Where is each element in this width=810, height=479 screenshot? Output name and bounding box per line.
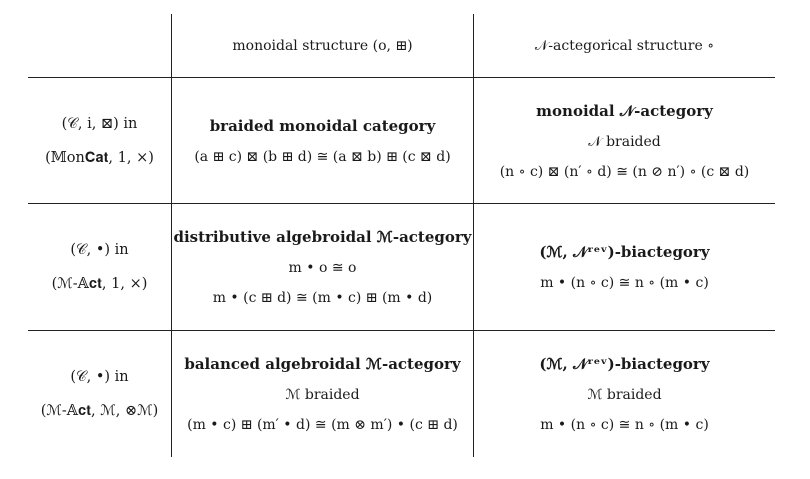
- row1-col2: [474, 78, 775, 203]
- row1-col2-line2: (n ∘ c) ⊠ (n′ ∘ d) ≅ (n ⊘ n′) ∘ (c ⊠ d): [499, 163, 750, 180]
- row2-col2-line1: m • (n ∘ c) ≅ n ∘ (m • c): [540, 275, 709, 291]
- row1-col2-title: monoidal 𝒩-actegory: [536, 101, 713, 120]
- row3-label-line1: (𝒞, •) in: [70, 369, 129, 385]
- row1-col1-title: braided monoidal category: [209, 116, 436, 135]
- row2-col1-line1: m • o ≅ o: [288, 260, 357, 276]
- row3-col1: [172, 331, 473, 457]
- row1-col1-line1: (a ⊞ c) ⊠ (b ⊞ d) ≅ (a ⊠ b) ⊞ (c ⊠ d): [194, 148, 451, 165]
- row2-label-line2: (ℳ-𝔸𝐜𝐭, 1, ×): [51, 276, 148, 292]
- row2-col2: [474, 204, 775, 330]
- header-monoidal: [172, 14, 473, 77]
- row3-col2-title: (ℳ, 𝒩ʳᵉᵛ)-biactegory: [539, 355, 710, 373]
- row3-label: [28, 331, 171, 457]
- row3-col2-line2: m • (n ∘ c) ≅ n ∘ (m • c): [540, 417, 709, 433]
- row2-label-line1: (𝒞, •) in: [70, 242, 129, 258]
- row3-col1-line1: ℳ braided: [285, 387, 360, 403]
- header-actegorical-text: 𝒩-actegorical structure ∘: [534, 37, 715, 54]
- row1-label-line1: (𝒞, i, ⊠) in: [61, 115, 138, 132]
- header-actegorical: [474, 14, 775, 77]
- row1-col1: [172, 78, 473, 203]
- row2-col1: [172, 204, 473, 330]
- row3-col2: [474, 331, 775, 457]
- header-monoidal-text: monoidal structure (o, ⊞): [232, 37, 413, 54]
- row1-label-line2: (𝕄on𝐂𝐚𝐭, 1, ×): [45, 149, 154, 166]
- row2-col2-title: (ℳ, 𝒩ʳᵉᵛ)-biactegory: [539, 243, 710, 261]
- row1-col2-line1: 𝒩 braided: [588, 133, 661, 150]
- row2-col1-line2: m • (c ⊞ d) ≅ (m • c) ⊞ (m • d): [212, 290, 433, 306]
- row2-col1-title: distributive algebroidal ℳ-actegory: [173, 228, 472, 246]
- row3-col2-line1: ℳ braided: [587, 387, 662, 403]
- row3-label-line2: (ℳ-𝔸𝐜𝐭, ℳ, ⊗ℳ): [40, 403, 159, 419]
- row3-col1-title: balanced algebroidal ℳ-actegory: [184, 355, 461, 373]
- row1-label: [28, 78, 171, 203]
- row3-col1-line2: (m • c) ⊞ (m′ • d) ≅ (m ⊗ m′) • (c ⊞ d): [187, 417, 458, 433]
- row2-label: [28, 204, 171, 330]
